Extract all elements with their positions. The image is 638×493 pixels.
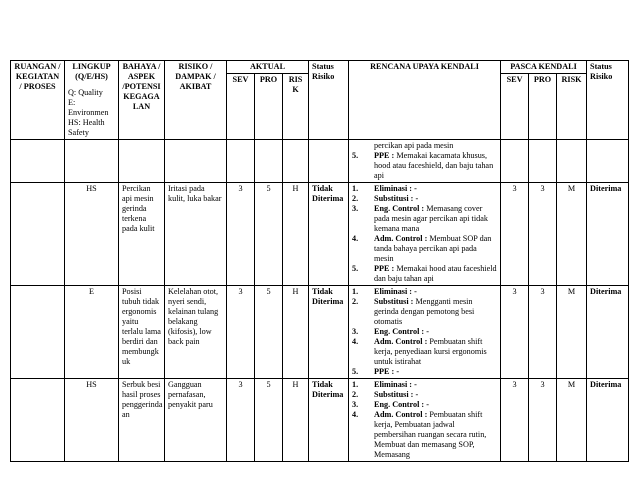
- plan-item: 3. Eng. Control : Memasang cover pada mesin agar percikan api tidak kemana mana: [352, 204, 488, 233]
- plan-cell: [349, 183, 501, 286]
- plan-item: 1. Eliminasi : -: [352, 287, 417, 296]
- header-ruangan: RUANGAN / KEGIATAN / PROSES: [11, 61, 65, 140]
- pro-cell: 5: [255, 183, 283, 286]
- empty-cell: [557, 140, 587, 183]
- header-aktual: AKTUAL: [227, 61, 309, 74]
- plan-cell: [349, 379, 501, 462]
- pasca-status-cell: Diterima: [587, 286, 629, 379]
- header-pasca-kendali: PASCA KENDALI: [501, 61, 587, 74]
- empty-cell: [255, 140, 283, 183]
- pasca-sev-cell: 3: [501, 183, 529, 286]
- sev-cell: 3: [227, 183, 255, 286]
- header-pasca-status: Status Risiko: [587, 61, 629, 140]
- bahaya-cell: Percikan api mesin gerinda terkena pada kulit: [119, 183, 165, 286]
- plan-item: 1. Eliminasi : -: [352, 184, 417, 193]
- ruangan-cell: [11, 286, 65, 379]
- table-row: [11, 379, 629, 462]
- empty-cell: [501, 140, 529, 183]
- plan-item: 2. Substitusi : -: [352, 390, 419, 399]
- header-rencana: RENCANA UPAYA KENDALI: [349, 61, 501, 140]
- plan-item: 1. Eliminasi : -: [352, 380, 417, 389]
- ris-cell: H: [283, 183, 309, 286]
- pasca-status-cell: Diterima: [587, 183, 629, 286]
- risiko-cell: Kelelahan otot, nyeri sendi, kelainan tulang belakang (kifosis), low back pain: [165, 286, 227, 379]
- empty-cell: [11, 140, 65, 183]
- plan-item: 5. PPE : -: [352, 367, 400, 376]
- pro-cell: 5: [255, 379, 283, 462]
- plan-item: 4. Adm. Control : Pembuatan shift kerja, Pembuatan jadwal pembersihan ruangan secara rutin, Membuat dan memasang SOP, Memasang: [352, 410, 487, 459]
- empty-cell: [587, 140, 629, 183]
- header-status: Status Risiko: [309, 61, 349, 140]
- plan-item: 3. Eng. Control : -: [352, 400, 429, 409]
- header-ris: RIS K: [283, 74, 309, 140]
- header-lingkup: [65, 61, 119, 140]
- pasca-status-cell: Diterima: [587, 379, 629, 462]
- empty-cell: [65, 140, 119, 183]
- ruangan-cell: [11, 183, 65, 286]
- plan-item: 4. Adm. Control : Pembuatan shift kerja, penyediaan kursi ergonomis untuk istirahat: [352, 337, 487, 366]
- header-lingkup-hs: HS: Health Safety: [68, 118, 105, 137]
- table-row-continued: [11, 140, 629, 183]
- sev-cell: 3: [227, 286, 255, 379]
- pasca-risk-cell: M: [557, 286, 587, 379]
- plan-cell: [349, 286, 501, 379]
- pasca-pro-cell: 3: [529, 286, 557, 379]
- empty-cell: [119, 140, 165, 183]
- risiko-cell: Gangguan pernafasan, penyakit paru: [165, 379, 227, 462]
- pasca-pro-cell: 3: [529, 379, 557, 462]
- table-row: [11, 183, 629, 286]
- header-bahaya: BAHAYA / ASPEK /POTENSI KEGAGA LAN: [119, 61, 165, 140]
- pro-cell: 5: [255, 286, 283, 379]
- ris-cell: H: [283, 286, 309, 379]
- lingkup-cell: E: [65, 286, 119, 379]
- header-pasca-risk: RISK: [557, 74, 587, 140]
- header-pro: PRO: [255, 74, 283, 140]
- empty-cell: [529, 140, 557, 183]
- plan-item: 2. Substitusi : Mengganti mesin gerinda dengan pemotong besi otomatis: [352, 297, 475, 326]
- plan-item: 4. Adm. Control : Membuat SOP dan tanda bahaya percikan api pada mesin: [352, 234, 492, 263]
- plan-item: 5. PPE : Memakai hood atau faceshield dan baju tahan api: [352, 264, 497, 283]
- header-lingkup-e: E: Environmen: [68, 98, 109, 117]
- empty-cell: [309, 140, 349, 183]
- header-sev: SEV: [227, 74, 255, 140]
- pasca-sev-cell: 3: [501, 379, 529, 462]
- sev-cell: 3: [227, 379, 255, 462]
- pasca-sev-cell: 3: [501, 286, 529, 379]
- plan-item: 5. PPE : Memakai kacamata khusus, hood atau faceshield, dan baju tahan api: [352, 151, 494, 180]
- empty-cell: [283, 140, 309, 183]
- plan-item: percikan api pada mesin: [374, 141, 454, 150]
- plan-item: 3. Eng. Control : -: [352, 327, 429, 336]
- empty-cell: [165, 140, 227, 183]
- status-cell: Tidak Diterima: [309, 183, 349, 286]
- risk-assessment-table: [10, 60, 629, 462]
- status-cell: Tidak Diterima: [309, 379, 349, 462]
- bahaya-cell: Posisi tubuh tidak ergonomis yaitu terlalu lama berdiri dan membungk uk: [119, 286, 165, 379]
- ris-cell: H: [283, 379, 309, 462]
- header-risiko: RISIKO / DAMPAK / AKIBAT: [165, 61, 227, 140]
- pasca-pro-cell: 3: [529, 183, 557, 286]
- bahaya-cell: Serbuk besi hasil proses penggerinda an: [119, 379, 165, 462]
- plan-cell-continued: [349, 140, 501, 183]
- plan-item: 2. Substitusi : -: [352, 194, 419, 203]
- status-cell: Tidak Diterima: [309, 286, 349, 379]
- pasca-risk-cell: M: [557, 379, 587, 462]
- header-pasca-pro: PRO: [529, 74, 557, 140]
- table-row: [11, 286, 629, 379]
- empty-cell: [227, 140, 255, 183]
- risiko-cell: Iritasi pada kulit, luka bakar: [165, 183, 227, 286]
- lingkup-cell: HS: [65, 379, 119, 462]
- pasca-risk-cell: M: [557, 183, 587, 286]
- header-lingkup-title: LINGKUP (Q/E/HS): [72, 62, 111, 81]
- lingkup-cell: HS: [65, 183, 119, 286]
- header-pasca-sev: SEV: [501, 74, 529, 140]
- header-lingkup-q: Q: Quality: [68, 88, 103, 97]
- ruangan-cell: [11, 379, 65, 462]
